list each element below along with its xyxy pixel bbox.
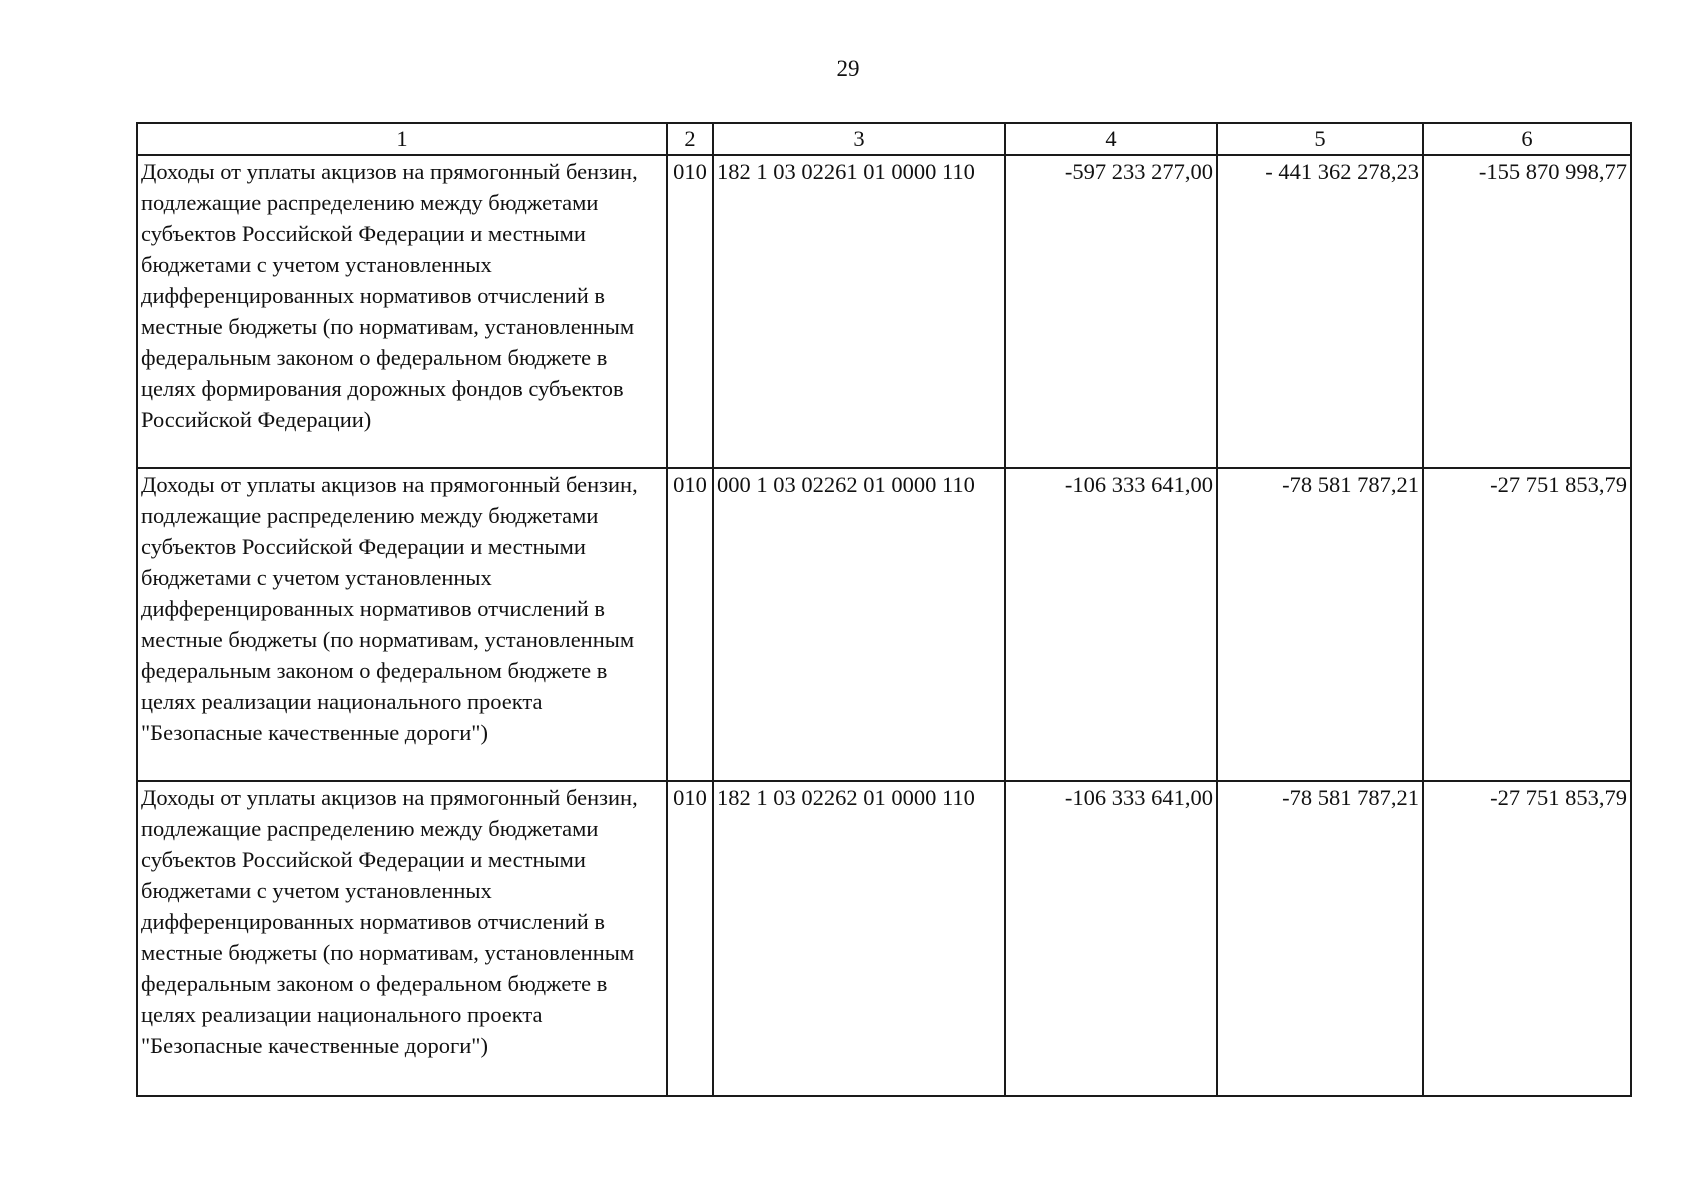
admin-code-cell: 010 [667, 781, 713, 1096]
admin-code-cell: 010 [667, 468, 713, 781]
budget-revenue-table [136, 122, 1632, 1097]
budget-classification-code-cell: 000 1 03 02262 01 0000 110 [713, 468, 1005, 781]
column-header-3: 3 [713, 123, 1005, 155]
column-header-6: 6 [1423, 123, 1631, 155]
budget-classification-code-cell: 182 1 03 02261 01 0000 110 [713, 155, 1005, 468]
amount-col5-cell: -78 581 787,21 [1217, 781, 1423, 1096]
revenue-name-cell: Доходы от уплаты акцизов на прямогонный бензин, подлежащие распределению между бюджетами субъектов Российской Федерации и местными бюджетами с учетом установленных дифференцированных нормативов отчислений в местные бюджеты (по нормативам, установленным федеральным законом о федеральном бюджете в целях реализации национального проекта "Безопасные качественные дороги") [137, 468, 667, 781]
amount-col4-cell: -106 333 641,00 [1005, 781, 1217, 1096]
table-row [137, 781, 1631, 1096]
amount-col5-cell: -78 581 787,21 [1217, 468, 1423, 781]
amount-col5-cell: - 441 362 278,23 [1217, 155, 1423, 468]
column-header-2: 2 [667, 123, 713, 155]
amount-col4-cell: -106 333 641,00 [1005, 468, 1217, 781]
table-row [137, 155, 1631, 468]
column-header-4: 4 [1005, 123, 1217, 155]
amount-col6-cell: -155 870 998,77 [1423, 155, 1631, 468]
page-number: 29 [836, 56, 860, 81]
amount-col4-cell: -597 233 277,00 [1005, 155, 1217, 468]
revenue-name-cell: Доходы от уплаты акцизов на прямогонный бензин, подлежащие распределению между бюджетами субъектов Российской Федерации и местными бюджетами с учетом установленных дифференцированных нормативов отчислений в местные бюджеты (по нормативам, установленным федеральным законом о федеральном бюджете в целях реализации национального проекта "Безопасные качественные дороги") [137, 781, 667, 1096]
amount-col6-cell: -27 751 853,79 [1423, 468, 1631, 781]
column-header-5: 5 [1217, 123, 1423, 155]
revenue-name-cell: Доходы от уплаты акцизов на прямогонный бензин, подлежащие распределению между бюджетами субъектов Российской Федерации и местными бюджетами с учетом установленных дифференцированных нормативов отчислений в местные бюджеты (по нормативам, установленным федеральным законом о федеральном бюджете в целях формирования дорожных фондов субъектов Российской Федерации) [137, 155, 667, 468]
amount-col6-cell: -27 751 853,79 [1423, 781, 1631, 1096]
table-row [137, 468, 1631, 781]
table-header-row [137, 123, 1631, 155]
admin-code-cell: 010 [667, 155, 713, 468]
column-header-1: 1 [137, 123, 667, 155]
budget-classification-code-cell: 182 1 03 02262 01 0000 110 [713, 781, 1005, 1096]
